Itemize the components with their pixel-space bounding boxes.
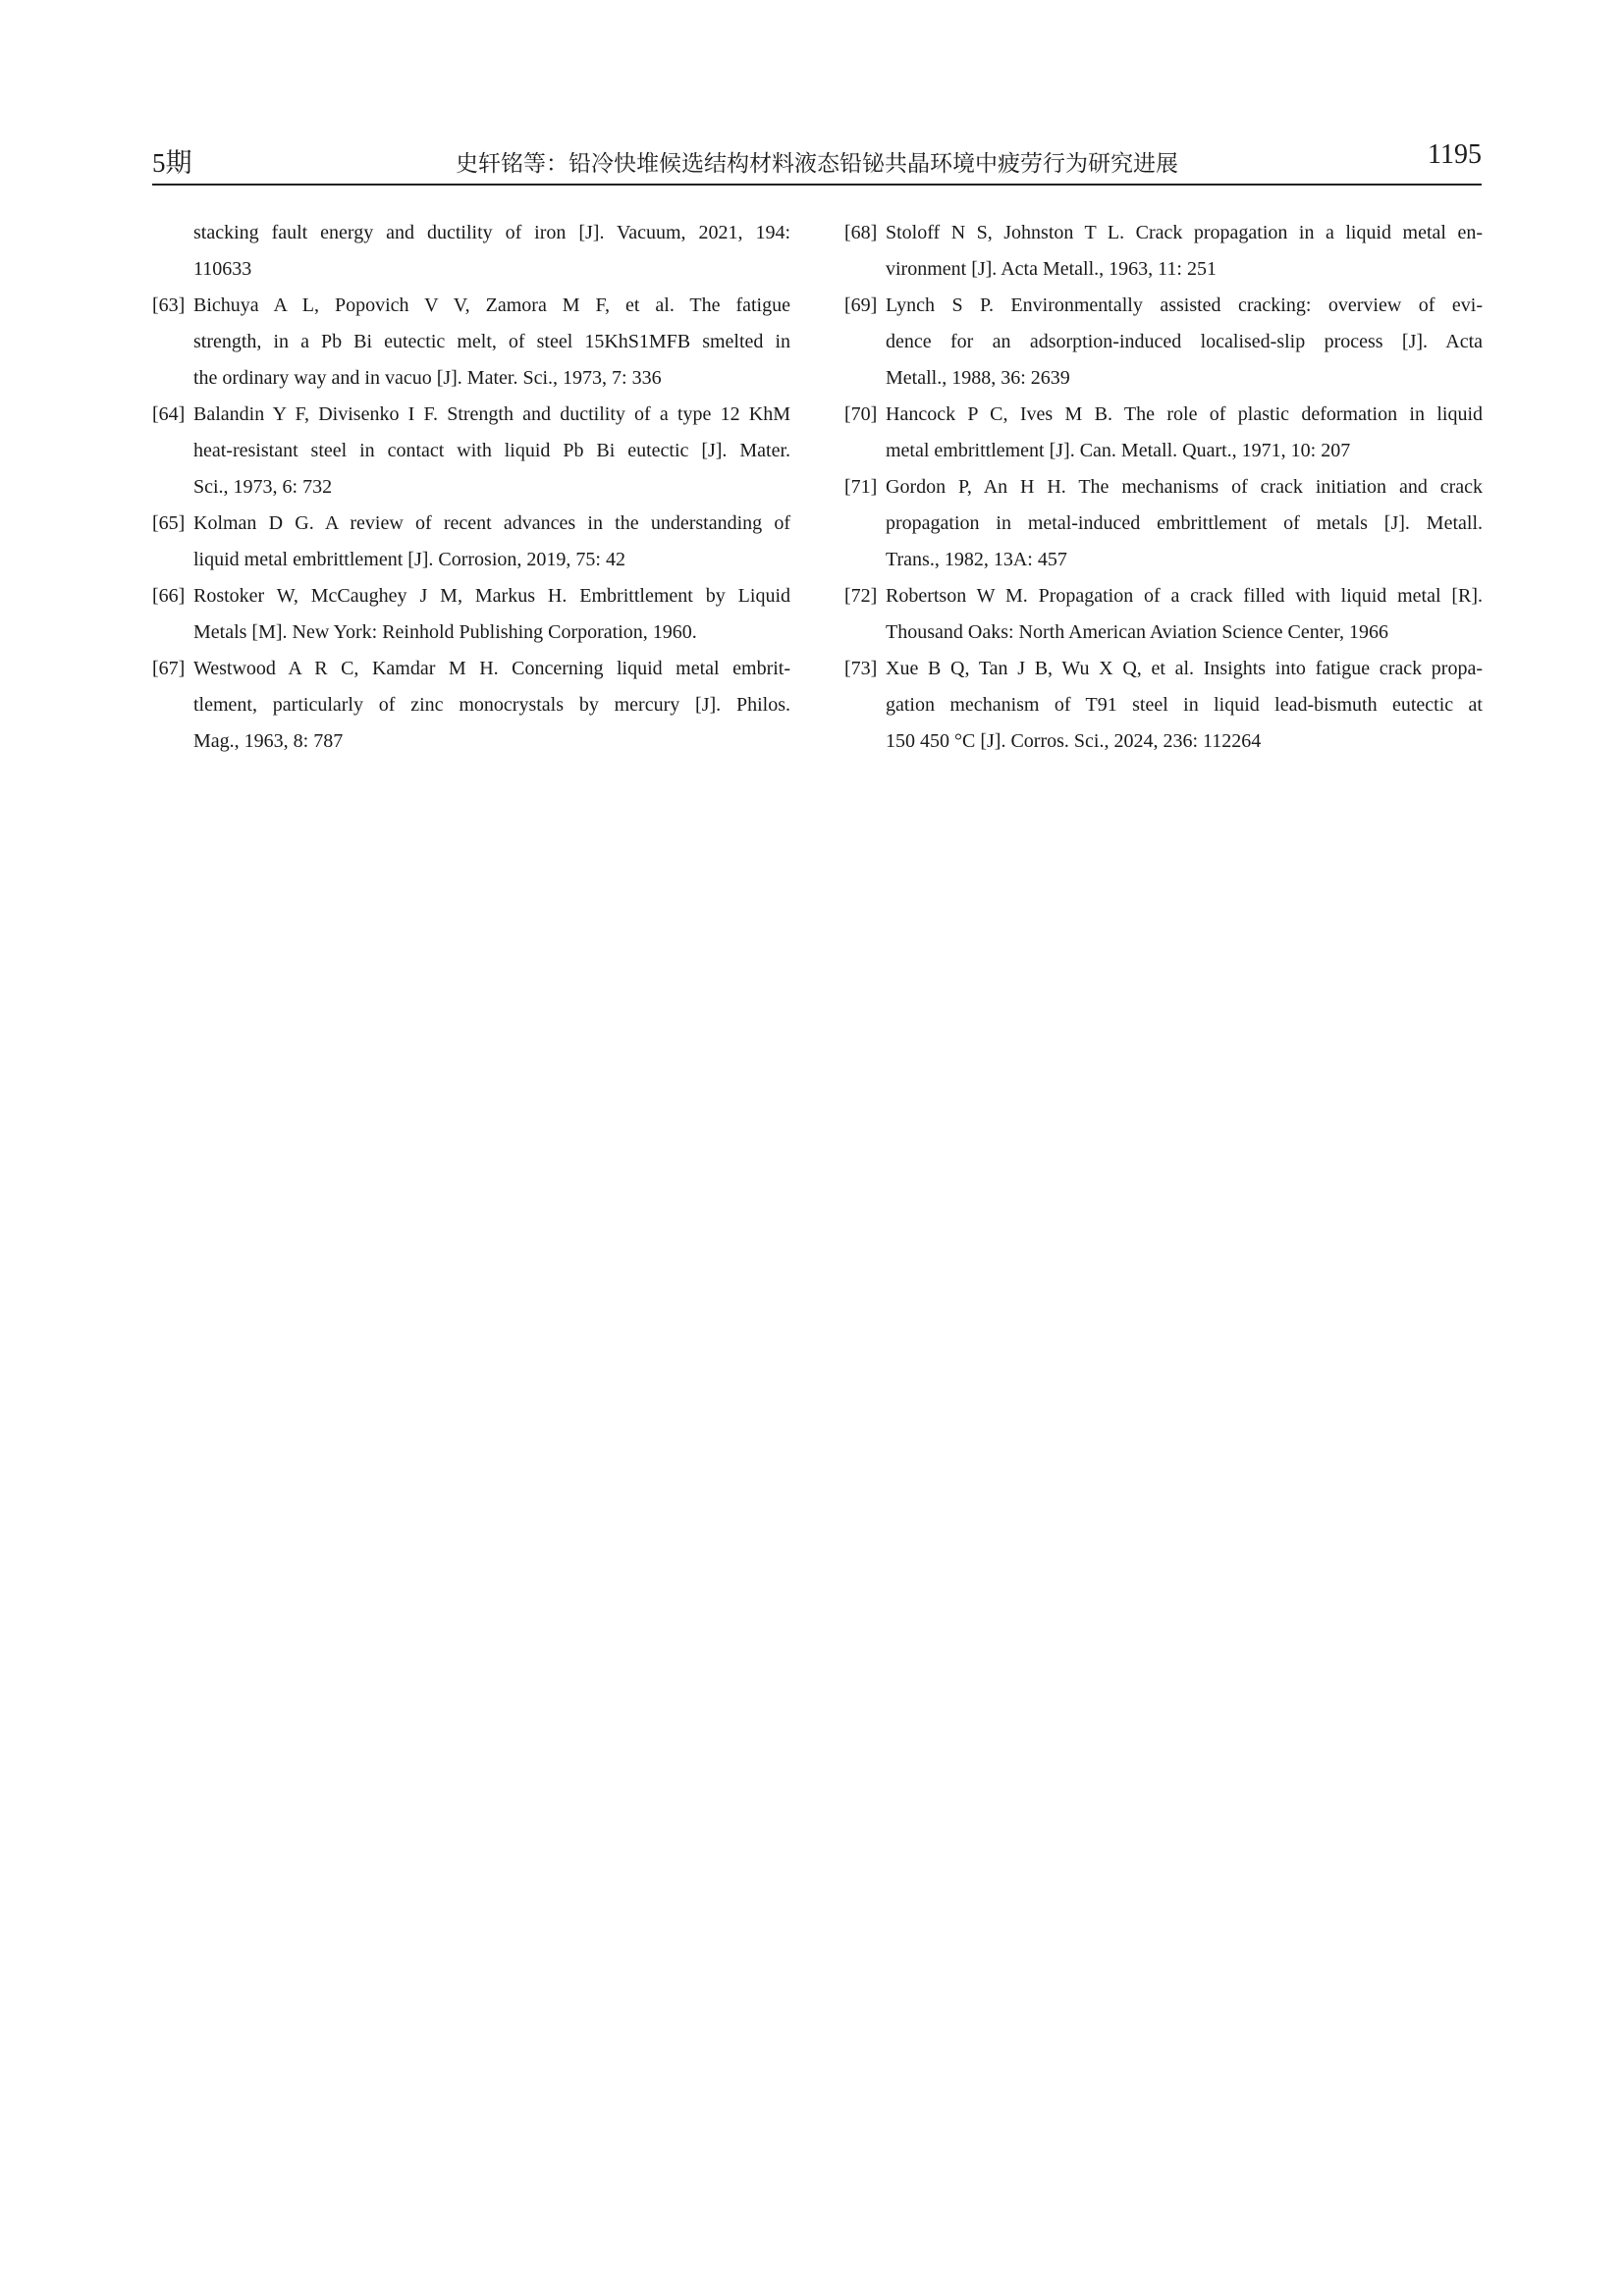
reference-line: tlement, particularly of zinc monocrystals by mercury [J]. Philos. (193, 694, 790, 716)
reference-number: [66] (152, 585, 186, 607)
reference-line: Mag., 1963, 8: 787 (193, 730, 344, 752)
reference-line: heat-resistant steel in contact with liquid Pb Bi eutectic [J]. Mater. (193, 440, 790, 461)
reference-line: Xue B Q, Tan J B, Wu X Q, et al. Insights into fatigue crack propa- (886, 658, 1483, 679)
reference-line: dence for an adsorption-induced localised-slip process [J]. Acta (886, 331, 1483, 352)
reference-number: [71] (844, 476, 878, 498)
running-title: 史轩铭等：铅冷快堆候选结构材料液态铅铋共晶环境中疲劳行为研究进展 (456, 151, 1178, 177)
reference-number: [64] (152, 403, 186, 425)
reference-entry (844, 578, 1483, 651)
reference-line: Rostoker W, McCaughey J M, Markus H. Embrittlement by Liquid (193, 585, 790, 607)
reference-entry (152, 288, 790, 397)
running-header (152, 137, 1482, 181)
reference-entry (844, 288, 1483, 397)
reference-line: Lynch S P. Environmentally assisted cracking: overview of evi- (886, 294, 1483, 316)
references-left-column (152, 215, 790, 760)
issue-number: 5期 (152, 148, 192, 178)
reference-line: 110633 (193, 258, 252, 280)
reference-entry (844, 397, 1483, 469)
reference-entry (152, 506, 790, 578)
reference-line: Robertson W M. Propagation of a crack filled with liquid metal [R]. (886, 585, 1483, 607)
reference-line: Westwood A R C, Kamdar M H. Concerning liquid metal embrit- (193, 658, 790, 679)
reference-line: gation mechanism of T91 steel in liquid lead-bismuth eutectic at (886, 694, 1483, 716)
reference-continuation (152, 215, 790, 288)
header-rule (152, 184, 1482, 186)
reference-number: [63] (152, 294, 186, 316)
reference-entry (152, 397, 790, 506)
reference-line: Hancock P C, Ives M B. The role of plastic deformation in liquid (886, 403, 1483, 425)
reference-line: Bichuya A L, Popovich V V, Zamora M F, et al. The fatigue (193, 294, 790, 316)
reference-line: metal embrittlement [J]. Can. Metall. Quart., 1971, 10: 207 (886, 440, 1351, 461)
reference-line: vironment [J]. Acta Metall., 1963, 11: 251 (886, 258, 1217, 280)
references-right-column (844, 215, 1483, 760)
reference-line: propagation in metal-induced embrittlement of metals [J]. Metall. (886, 512, 1483, 534)
reference-entry (844, 651, 1483, 760)
reference-number: [72] (844, 585, 878, 607)
reference-line: the ordinary way and in vacuo [J]. Mater. Sci., 1973, 7: 336 (193, 367, 662, 389)
reference-line: liquid metal embrittlement [J]. Corrosion, 2019, 75: 42 (193, 549, 625, 570)
reference-line: 150 450 °C [J]. Corros. Sci., 2024, 236: 112264 (886, 730, 1262, 752)
reference-line: Metall., 1988, 36: 2639 (886, 367, 1070, 389)
reference-number: [70] (844, 403, 878, 425)
reference-entry (152, 578, 790, 651)
reference-line: Balandin Y F, Divisenko I F. Strength and ductility of a type 12 KhM (193, 403, 790, 425)
reference-entry (152, 651, 790, 760)
reference-entry (844, 215, 1483, 288)
reference-line: Sci., 1973, 6: 732 (193, 476, 333, 498)
reference-line: Thousand Oaks: North American Aviation Science Center, 1966 (886, 621, 1389, 643)
reference-number: [68] (844, 222, 878, 243)
reference-number: [73] (844, 658, 878, 679)
reference-line: Gordon P, An H H. The mechanisms of crack initiation and crack (886, 476, 1483, 498)
reference-number: [69] (844, 294, 878, 316)
reference-line: Kolman D G. A review of recent advances in the understanding of (193, 512, 790, 534)
reference-line: Stoloff N S, Johnston T L. Crack propagation in a liquid metal en- (886, 222, 1483, 243)
reference-line: Metals [M]. New York: Reinhold Publishing Corporation, 1960. (193, 621, 697, 643)
reference-line: strength, in a Pb Bi eutectic melt, of steel 15KhS1MFB smelted in (193, 331, 790, 352)
reference-number: [67] (152, 658, 186, 679)
page-number: 1195 (1428, 139, 1482, 170)
reference-line: Trans., 1982, 13A: 457 (886, 549, 1067, 570)
reference-number: [65] (152, 512, 186, 534)
reference-line: stacking fault energy and ductility of iron [J]. Vacuum, 2021, 194: (193, 222, 790, 243)
reference-entry (844, 469, 1483, 578)
